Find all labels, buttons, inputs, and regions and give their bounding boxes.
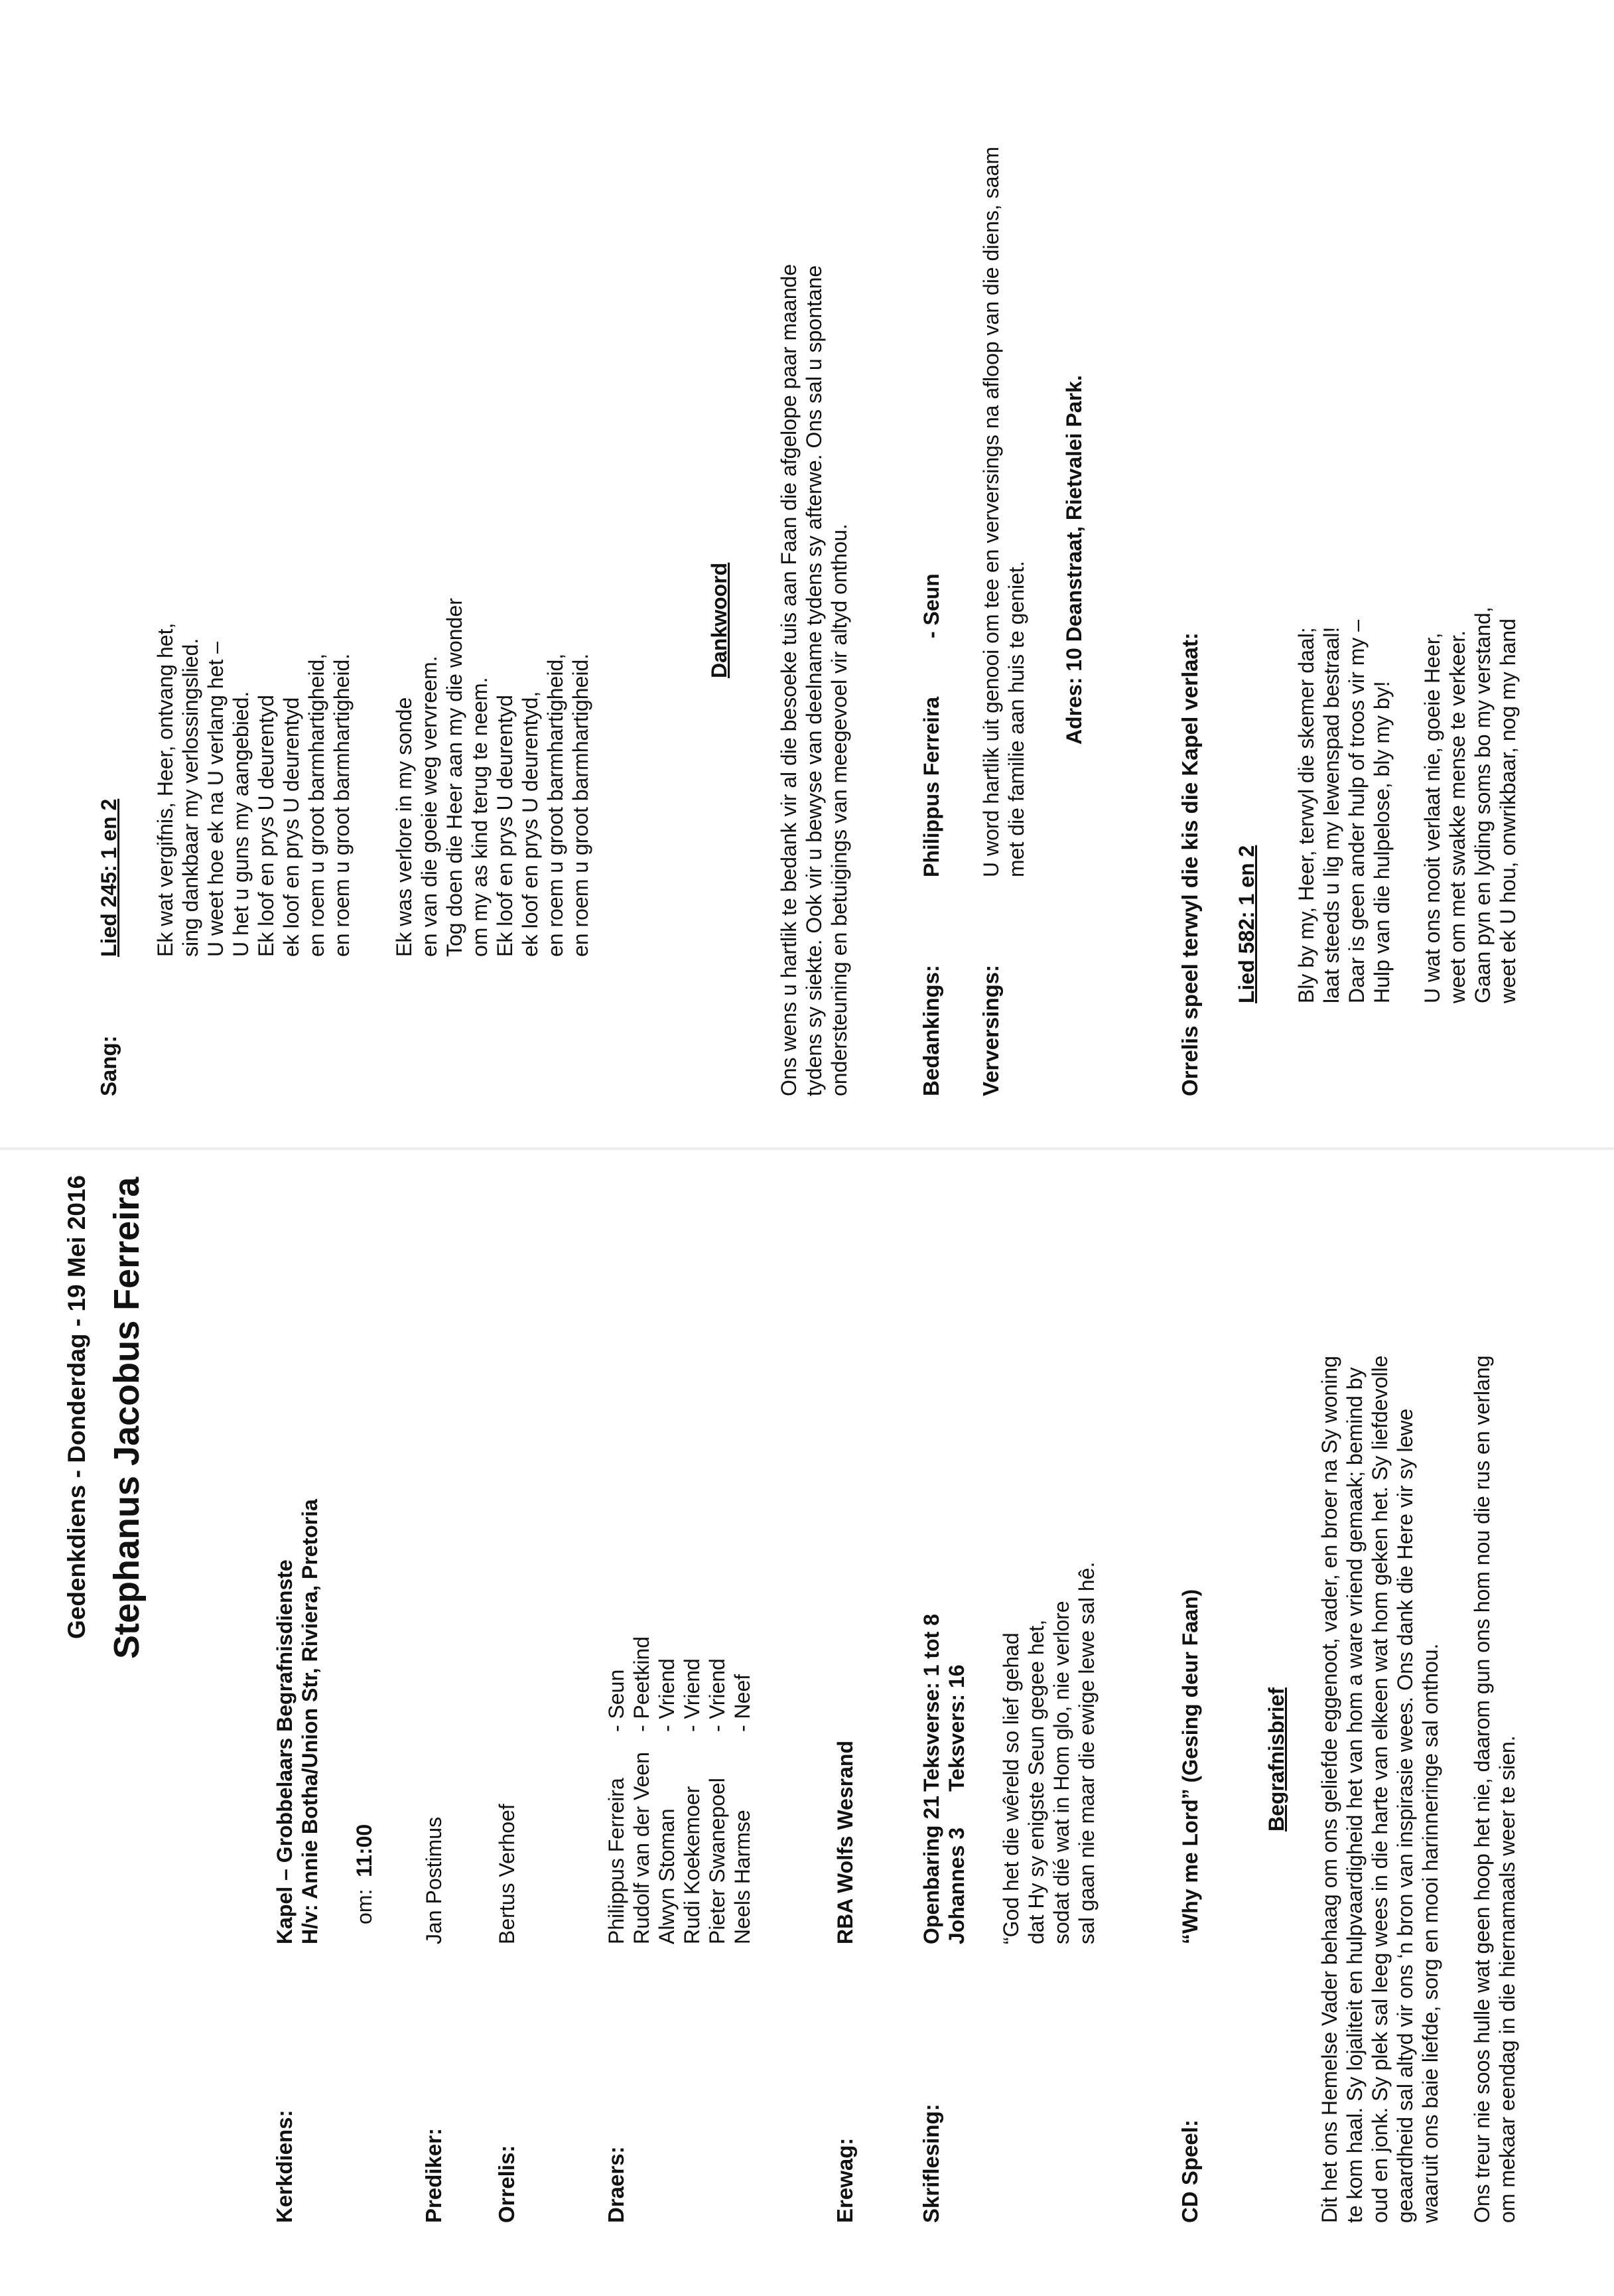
draer-name: Neels Harmse [730, 1810, 754, 1944]
scripture-verses: Teksvers: 16 [945, 1664, 969, 1792]
orrelis-value: Bertus Verhoef [495, 1804, 519, 1944]
kerkdiens-label: Kerkdiens: [272, 2110, 297, 2223]
quote-line: “God het die wêreld so lief gehad [999, 1632, 1023, 1944]
draer-name: Alwyn Stoman [655, 1808, 679, 1944]
bedankings-name: Philippus Ferreira [919, 696, 943, 877]
verse-line: en roem u groot barmhartigheid, [543, 653, 567, 957]
bedankings-role: - Seun [919, 573, 943, 638]
verse-line: Daar is geen ander hulp of troos vir my – [1345, 619, 1369, 1003]
scripture-verses: Teksverse: 1 tot 8 [919, 1614, 943, 1792]
scripture-ref: Openbaring 21 [919, 1795, 943, 1944]
draer-row [705, 1613, 730, 1944]
service-title: Gedenkdiens - Donderdag - 19 Mei 2016 [63, 1175, 90, 1639]
verversings-text [978, 147, 1029, 877]
sang-label: Sang: [96, 1035, 121, 1096]
cd-speel-value [1177, 1589, 1203, 1944]
sang-lied: Lied 245: 1 en 2 [97, 798, 121, 957]
draer-role: - Peetkind [630, 1636, 653, 1732]
dankwoord-line: Ons wens u hartlik te bedank vir al die besoeke tuis aan Faan die afgelope paar maande [777, 263, 801, 1096]
scripture-quote [998, 1562, 1099, 1944]
verse-line: Tog doen die Heer aan my die wonder [442, 598, 466, 957]
right-page [0, 0, 1614, 1143]
draer-role: - Vriend [655, 1658, 679, 1732]
dankwoord-line: tydens sy siekte. Ook vir u bewyse van deelname tydens sy afterwe. Ons sal u spontane [802, 265, 826, 1096]
verse-line: en roem u groot barmhartigheid, [304, 653, 328, 957]
dankwoord-heading: Dankwoord [707, 562, 731, 678]
verse-line: sing dankbaar my verlossingslied. [178, 638, 202, 957]
draer-name: Rudolf van der Veen [630, 1752, 653, 1944]
kerkdiens-time [352, 1824, 377, 1924]
cd-speel-label: CD Speel: [1177, 2119, 1202, 2223]
verse-line: Ek was verlore in my sonde [392, 697, 416, 957]
letter-line: te kom haal. Sy lojaliteit en hulpvaardigheid het van hom a ware vriend gemaak; bemind by [1343, 1367, 1367, 2223]
draer-row [604, 1613, 629, 1944]
orrelis-speel-lied: Lied 582: 1 en 2 [1235, 845, 1258, 1003]
verse-line: Hulp van die hulpelose, bly my by! [1370, 681, 1394, 1003]
begrafnisbrief-paragraph-1 [1317, 1356, 1443, 2223]
sang-verse-2 [391, 598, 593, 957]
verse-line: en roem u groot barmhartigheid. [330, 653, 354, 957]
verversings-line: U word hartlik uit genooi om tee en verversings na afloop van die diens, saam [979, 146, 1003, 877]
kerkdiens-line2: H/v: Annie Botha/Union Str, Riviera, Pretoria [298, 1499, 322, 1944]
letter-line: om mekaar eendag in die hiernamaals weer te sien. [1495, 1735, 1519, 2223]
quote-line: dat Hy sy enigste Seun gegee het, [1024, 1619, 1048, 1944]
verversings-line: met die familie aan huis te geniet. [1004, 561, 1028, 877]
erewag-label: Erewag: [833, 2137, 857, 2223]
verse-line: ek loof en prys U deurentyd, [518, 691, 542, 957]
begrafnisbrief-heading: Begrafnisbrief [1264, 1687, 1288, 1831]
address: Adres: 10 Deanstraat, Rietvalei Park. [1062, 375, 1086, 745]
verse-line: en roem u groot barmhartigheid. [569, 653, 592, 957]
prediker-label: Prediker: [421, 2127, 446, 2223]
erewag-value: RBA Wolfs Wesrand [833, 1741, 857, 1944]
kerkdiens-venue [272, 1499, 322, 1944]
draer-name: Rudi Koekemoer [680, 1786, 704, 1944]
skriflesing-label: Skriflesing: [919, 2104, 943, 2223]
time-value: 11:00 [352, 1824, 376, 1877]
draer-row [679, 1613, 705, 1944]
verse-line: om my as kind terug te neem. [468, 677, 492, 957]
fold-line [0, 1147, 1614, 1151]
verse-line: Gaan pyn en lyding soms bo my verstand, [1471, 607, 1495, 1003]
dankwoord-text [776, 264, 852, 1096]
draer-name: Pieter Swanepoel [705, 1778, 729, 1944]
orrelis-label: Orrelis: [494, 2145, 519, 2223]
lied-582-verse-1 [1294, 620, 1394, 1003]
quote-line: sal gaan nie maar die ewige lewe sal hê. [1075, 1561, 1099, 1944]
verse-line: weet om met swakke mense te verkeer. [1446, 630, 1469, 1003]
begrafnisbrief-paragraph-2 [1469, 1356, 1520, 2224]
letter-line: Dit het ons Hemelse Vader behaag om ons geliefde eggenoot, vader, en broer na Sy woning [1317, 1356, 1341, 2223]
draer-name: Philippus Ferreira [604, 1778, 628, 1944]
kerkdiens-line1: Kapel – Grobbelaars Begrafnisdienste [273, 1559, 297, 1944]
orrelis-speel-heading: Orrelis speel terwyl die kis die Kapel verlaat: [1177, 632, 1202, 1096]
draer-role: - Neef [730, 1674, 754, 1732]
lied-582-verse-2 [1420, 607, 1520, 1003]
letter-line: oud en jonk. Sy plek sal leeg wees in die harte van elkeen wat hom geken het. Sy liefdevolle [1368, 1355, 1392, 2223]
draers-label: Draers: [604, 2146, 628, 2223]
scripture-ref-row [919, 1614, 944, 1944]
draer-role: - Vriend [705, 1658, 729, 1732]
song-title: “Why me Lord” (Gesing deur Faan) [1178, 1589, 1202, 1944]
letter-line: waaruit ons baie liefde, sorg en mooi harinneringe sal onthou. [1418, 1643, 1442, 2223]
verse-line: U weet hoe ek na U verlang het – [204, 642, 228, 957]
verse-line: Ek loof en prys U deurentyd [493, 695, 517, 957]
verse-line: en van die goeie weg vervreem. [417, 656, 441, 957]
dankwoord-line: ondersteuning en betuigings van meegevoel vir altyd onthou. [827, 524, 851, 1096]
left-page [0, 1155, 1614, 2296]
verse-line: U het u guns my aangebied. [229, 691, 253, 957]
quote-line: sodat dié wat in Hom glo, nie verlore [1049, 1601, 1073, 1944]
verse-line: laat steeds u lig my lewenspad bestraal! [1319, 626, 1343, 1003]
draer-row [654, 1613, 679, 1944]
prediker-value: Jan Postimus [422, 1816, 446, 1944]
draers-list [604, 1613, 755, 1944]
sang-verse-1 [153, 623, 354, 957]
scripture-ref: Johannes 3 [945, 1827, 969, 1944]
deceased-name: Stephanus Jacobus Ferreira [107, 1177, 147, 1659]
verse-line: Ek wat vergifnis, Heer, ontvang het, [153, 622, 177, 957]
draer-role: - Vriend [680, 1658, 704, 1732]
draer-row [730, 1613, 755, 1944]
letter-line: geaardheid sal altyd vir ons ‘n bron van inspirasie wees. Ons dank die Here vir sy lewe [1393, 1408, 1417, 2223]
draer-role: - Seun [604, 1669, 628, 1732]
verse-line: Ek loof en prys U deurentyd [254, 695, 278, 957]
verversings-label: Verversings: [978, 964, 1003, 1096]
letter-line: Ons treur nie soos hulle wat geen hoop het nie, daarom gun ons hom nou die rus en verlang [1470, 1355, 1494, 2223]
time-prefix: om: [352, 1889, 376, 1924]
verse-line: ek loof en prys U deurentyd [279, 697, 303, 957]
verse-line: weet ek U hou, onwrikbaar, nog my hand [1496, 618, 1520, 1003]
verse-line: Bly by my, Heer, terwyl die skemer daal; [1294, 627, 1318, 1003]
bedankings-label: Bedankings: [919, 964, 943, 1096]
skriflesing-refs [919, 1614, 969, 1944]
scripture-ref-row [944, 1614, 969, 1944]
draer-row [629, 1613, 654, 1944]
verse-line: U wat ons nooit verlaat nie, goeie Heer, [1420, 632, 1444, 1003]
